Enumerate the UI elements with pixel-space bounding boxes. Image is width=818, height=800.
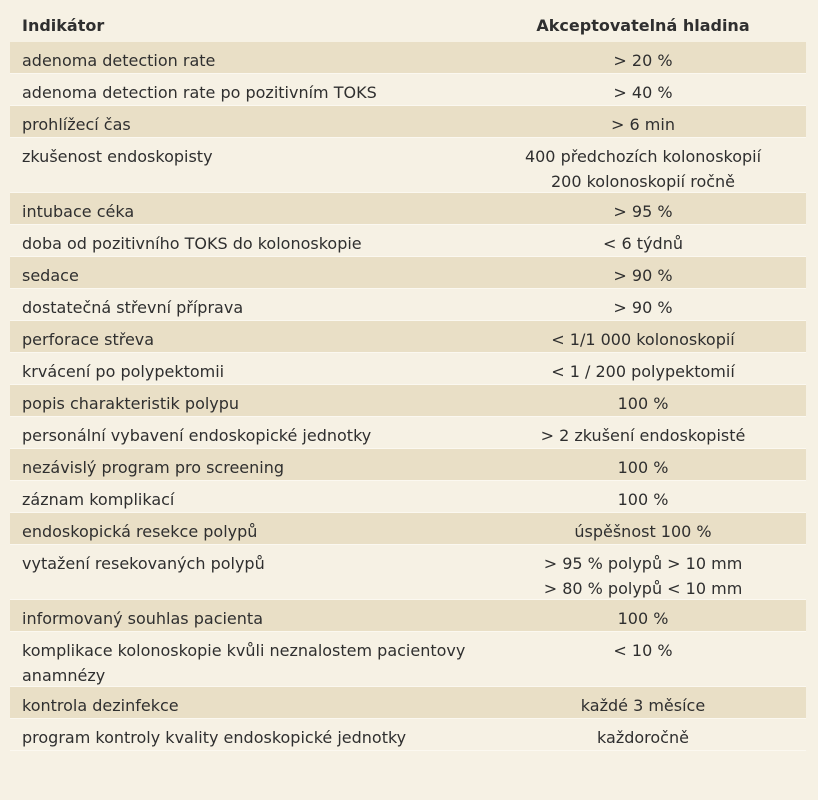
table-row — [10, 353, 806, 385]
indicator-cell: informovaný souhlas pacienta — [22, 609, 263, 628]
value-cell: < 6 týdnů — [603, 234, 683, 253]
table-row — [10, 481, 806, 513]
table-row — [10, 225, 806, 257]
table-row — [10, 449, 806, 481]
value-cell: 100 % — [617, 394, 669, 413]
indicator-cell: krvácení po polypektomii — [22, 362, 225, 381]
table-row — [10, 138, 806, 193]
table-row — [10, 321, 806, 353]
indicator-cell: zkušenost endoskopisty — [22, 147, 213, 166]
indicator-cell: adenoma detection rate po pozitivním TOKS — [22, 83, 377, 102]
table-row — [10, 417, 806, 449]
indicator-cell: doba od pozitivního TOKS do kolonoskopie — [22, 234, 362, 253]
indicator-cell: záznam komplikací — [22, 490, 175, 509]
value-cell: každé 3 měsíce — [580, 696, 706, 715]
table-row — [10, 106, 806, 138]
value-cell: > 95 % polypů > 10 mm > 80 % polypů < 10 mm — [543, 554, 743, 598]
table-row — [10, 513, 806, 545]
indicator-cell: nezávislý program pro screening — [22, 458, 285, 477]
table-row — [10, 632, 806, 687]
quality-indicators-table — [10, 8, 806, 751]
value-cell: úspěšnost 100 % — [574, 522, 712, 541]
table-header — [10, 8, 806, 42]
value-cell: každoročně — [597, 728, 689, 747]
indicator-cell: dostatečná střevní příprava — [22, 298, 244, 317]
indicator-cell: intubace céka — [22, 202, 135, 221]
table-row — [10, 74, 806, 106]
value-cell: < 1 / 200 polypektomií — [551, 362, 735, 381]
value-cell: 100 % — [617, 609, 669, 628]
indicator-cell: program kontroly kvality endoskopické jednotky — [22, 728, 407, 747]
header-indicator: Indikátor — [22, 15, 105, 35]
value-cell: > 90 % — [613, 266, 673, 285]
value-cell: > 20 % — [613, 51, 673, 70]
table-row — [10, 42, 806, 74]
indicator-cell: perforace střeva — [22, 330, 155, 349]
table-row — [10, 687, 806, 719]
table-row — [10, 385, 806, 417]
value-cell: < 1/1 000 kolonoskopií — [551, 330, 735, 349]
table-row — [10, 257, 806, 289]
header-acceptable-level: Akceptovatelná hladina — [536, 15, 750, 35]
indicator-cell: vytažení resekovaných polypů — [22, 554, 265, 573]
indicator-cell: kontrola dezinfekce — [22, 696, 179, 715]
table-row — [10, 600, 806, 632]
indicator-cell: sedace — [22, 266, 79, 285]
value-cell: 100 % — [617, 490, 669, 509]
value-cell: > 2 zkušení endoskopisté — [540, 426, 746, 445]
value-cell: > 40 % — [613, 83, 673, 102]
indicator-cell: endoskopická resekce polypů — [22, 522, 258, 541]
table-row — [10, 719, 806, 751]
value-cell: < 10 % — [613, 641, 673, 660]
indicator-cell: personální vybavení endoskopické jednotky — [22, 426, 372, 445]
value-cell: > 90 % — [613, 298, 673, 317]
value-cell: > 95 % — [613, 202, 673, 221]
value-cell: > 6 min — [611, 115, 675, 134]
table-row — [10, 193, 806, 225]
indicator-cell: prohlížecí čas — [22, 115, 131, 134]
indicator-cell: popis charakteristik polypu — [22, 394, 240, 413]
value-cell: 400 předchozích kolonoskopií 200 kolonoskopií ročně — [524, 147, 762, 191]
table-row — [10, 289, 806, 321]
table-row — [10, 545, 806, 600]
value-cell: 100 % — [617, 458, 669, 477]
indicator-cell: komplikace kolonoskopie kvůli neznalostem pacientovy anamnézy — [22, 641, 466, 685]
indicator-cell: adenoma detection rate — [22, 51, 216, 70]
